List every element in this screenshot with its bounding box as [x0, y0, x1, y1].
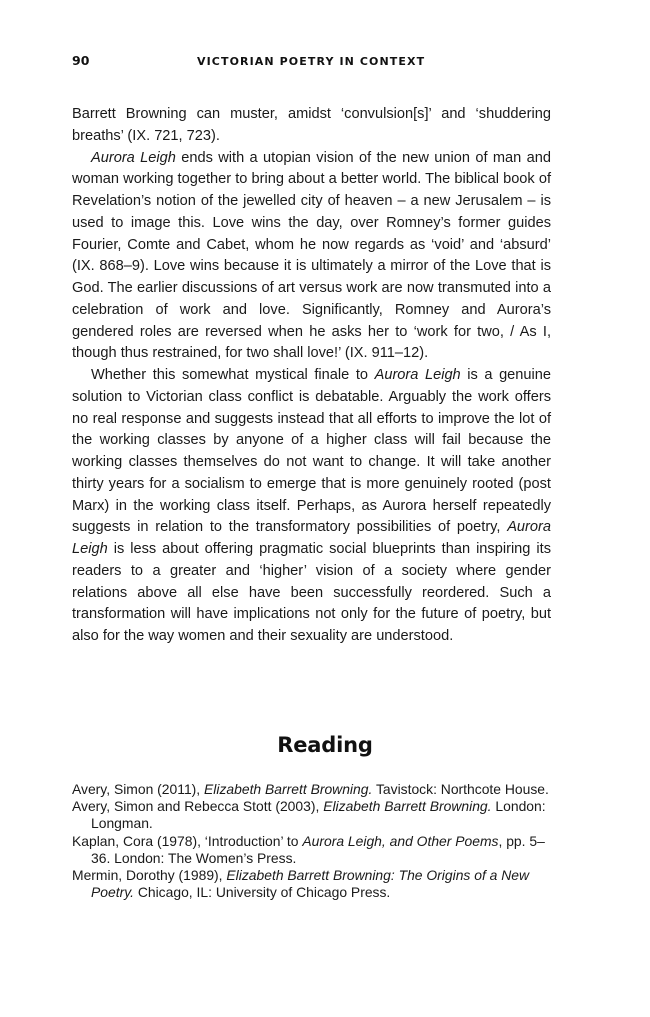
running-head: VICTORIAN POETRY IN CONTEXT: [197, 55, 426, 68]
reference-text: Avery, Simon (2011),: [72, 781, 205, 797]
reference-text: Mermin, Dorothy (1989),: [72, 867, 227, 884]
paragraph-text: is a genuine solution to Victorian class conflict is debatable. Arguably the work offers no real response and suggests instead that all efforts to improve the lot of the working classes by anyone of a higher class will fail because the working classes themselves do not want to change. It will take another thirty years for a socialism to emerge that is more genuinely rooted (post Marx) in the working class itself. Perhaps, as Aurora herself repeatedly suggests in relation to the transformatory possibilities of poetry,: [72, 367, 552, 536]
reference-text: Chicago, IL: University of Chicago Press.: [133, 884, 391, 901]
paragraph-text: Barrett Browning can muster, amidst ‘convulsion[s]’ and ‘shuddering breaths’ (IX. 721, 723).: [72, 106, 551, 144]
reference-text: Tavistock: Northcote House.: [372, 781, 549, 797]
paragraph-text: Whether this somewhat mystical finale to: [91, 367, 375, 383]
page-number: 90: [72, 53, 90, 68]
reading-list: [72, 781, 551, 901]
paragraph-text: ends with a utopian vision of the new union of man and woman working together to bring about a better world. The biblical book of Revelation’s notion of the jewelled city of heaven – a new Jerusalem – is used to image this. Love wins the day, over Romney’s former guides Fourier, Comte and Cabet, whom he now regards as ‘void’ and ‘absurd’ (IX. 868–9). Love wins because it is ultimately a mirror of the Love that is God. The earlier discussions of art versus work are now transmuted into a celebration of work and love. Significantly, Romney and Aurora’s gendered roles are reversed when he asks her to ‘work for two, / As I, though thus restrained, for two shall love!’ (IX. 911–12).: [72, 149, 551, 362]
reference-italic-title: Elizabeth Barrett Browning.: [323, 798, 492, 815]
paragraph: [72, 104, 551, 148]
paragraph-italic-title: Aurora Leigh: [91, 149, 176, 166]
reference-entry: [72, 781, 551, 798]
reference-italic-title: Elizabeth Barrett Browning: The Origins of a New Poetry.: [91, 867, 530, 901]
reference-text: Kaplan, Cora (1978), ‘Introduction’ to: [72, 832, 303, 849]
reference-entry: [72, 833, 551, 867]
paragraph: [72, 148, 551, 366]
paragraph-text: is less about offering pragmatic social blueprints than inspiring its readers to a greater and ‘higher’ vision of a society where gender relations above all else have been successfully reordered. Such a transformation will have implications not only for the future of poetry, but also for the way women and their sexuality are understood.: [72, 541, 551, 644]
paragraph-italic-title: Aurora Leigh: [374, 367, 461, 383]
paragraph: [72, 365, 551, 648]
reference-italic-title: Aurora Leigh, and Other Poems: [302, 832, 499, 849]
reference-entry: [72, 867, 551, 901]
paragraph-italic-title: Aurora Leigh: [72, 519, 551, 557]
body-text: [72, 104, 551, 648]
section-heading-reading: Reading: [277, 733, 373, 757]
reference-text: London: Longman.: [91, 798, 546, 832]
reference-italic-title: Elizabeth Barrett Browning.: [204, 781, 373, 797]
reference-text: , pp. 5–36. London: The Women’s Press.: [91, 832, 545, 866]
reference-text: Avery, Simon and Rebecca Stott (2003),: [72, 798, 324, 815]
reference-entry: [72, 798, 551, 832]
